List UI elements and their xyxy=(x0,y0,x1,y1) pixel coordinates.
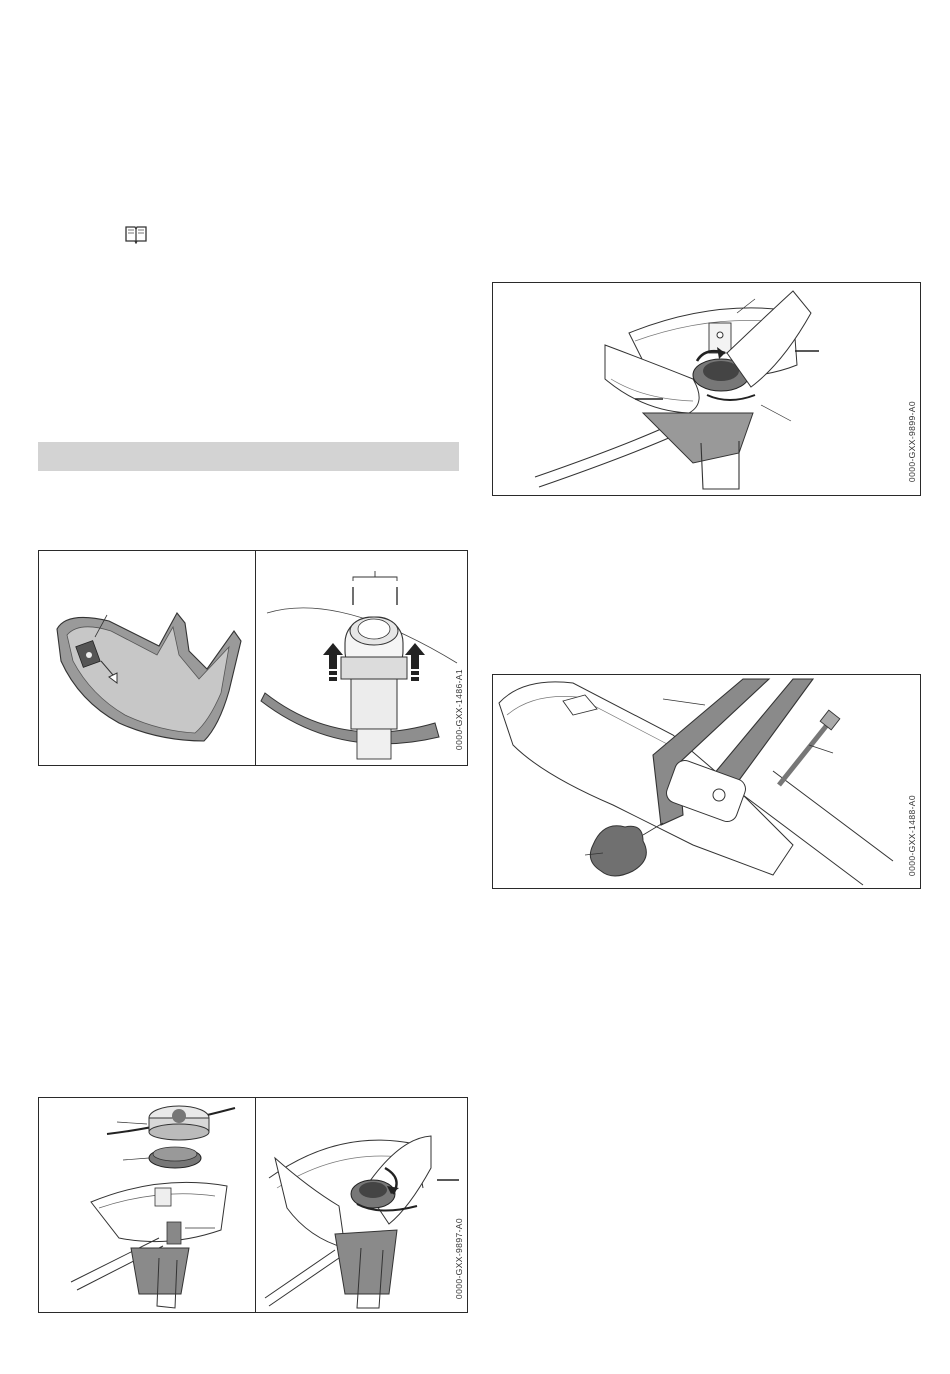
figure-spool-assembly xyxy=(38,1097,468,1313)
figure-code: 0000-GXX-1488-A0 xyxy=(907,795,917,877)
spool-tightening-illustration xyxy=(493,283,922,497)
handle-mounting-illustration xyxy=(493,675,922,890)
guard-removal-illustration xyxy=(39,551,469,767)
spool-assembly-illustration xyxy=(39,1098,469,1314)
section-heading-bar xyxy=(38,442,459,471)
figure-handle-mounting xyxy=(492,674,921,889)
figure-code: 0000-GXX-1486-A1 xyxy=(454,669,464,751)
figure-code: 0000-GXX-9899-A0 xyxy=(907,401,917,483)
figure-spool-tightening xyxy=(492,282,921,496)
book-icon xyxy=(124,224,148,244)
figure-guard-removal xyxy=(38,550,468,766)
figure-code: 0000-GXX-9897-A0 xyxy=(454,1218,464,1300)
